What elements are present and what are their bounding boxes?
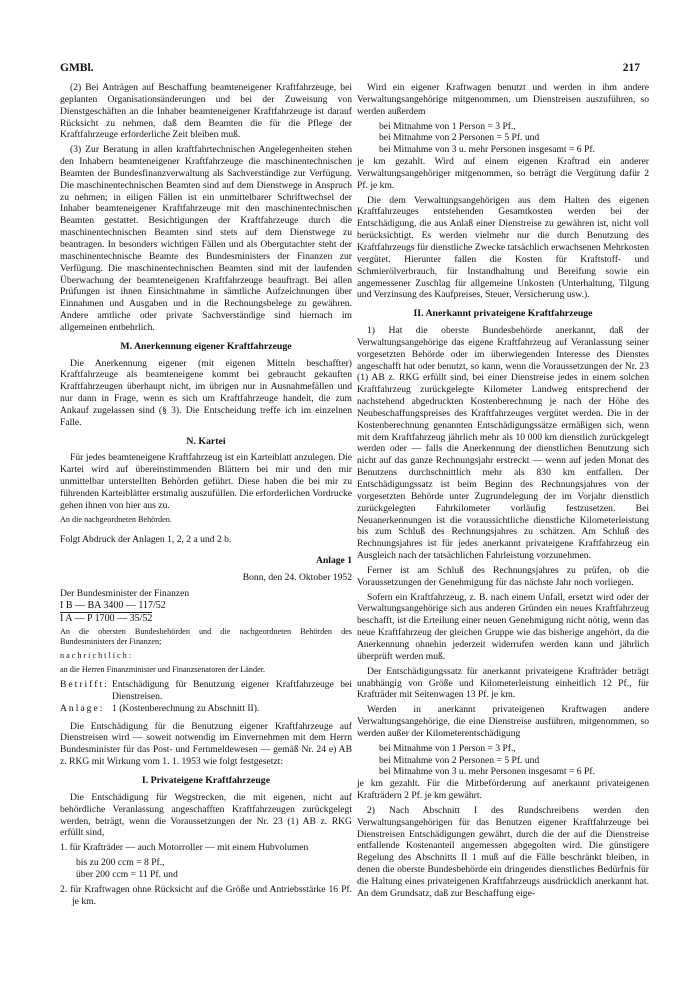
rate-line: bei Mitnahme von 1 Person = 3 Pf., <box>379 742 516 754</box>
section-heading: I. Privateigene Kraftfahrzeuge <box>141 774 271 786</box>
paragraph: Für jedes beamteneigene Kraftfahrzeug ist ein Karteiblatt anzulegen. Die Kartei wird auf übereinstimmenden Blättern bei mir und den mir unmittelbar unterstellten Behörden geführt. Diese haben die bei mir zu führenden Karteiblätter erstmalig auszufüllen. Die erforderlichen Vordrucke gehen ihnen von hier aus zu. <box>60 452 352 511</box>
attachment-line-text: 1 (Kostenberechnung zu Abschnitt II). <box>112 702 260 714</box>
addressee-note: An die nachgeordneten Behörden. <box>60 514 172 524</box>
list-item: 1. für Krafträder — auch Motorroller — mit einem Hubvolumen <box>60 842 309 854</box>
attachment-line <box>60 703 352 715</box>
rate-line: über 200 ccm = 11 Pf. und <box>76 868 178 880</box>
paragraph: 1) Hat die oberste Bundesbehörde anerkannt, daß der Verwaltungsangehörige das eigene Kraftfahrzeug auf Veranlassung seiner vorgesetzten Behörde oder im überwiegenden Interesse des Dienstes angeschafft hat oder benutzt, so kann, wenn die Voraussetzungen der Nr. 23 (1) AB z. RKG erfüllt sind, bei einer Dienstreise jedes in einem solchen Kraftfahrzeug zurückgelegte Kilometer Landweg entsprechend der nachstehend abgedruckten Kostenberechnung je nach der Höhe des Neubeschaffungspreises des Kraftfahrzeuges vergütet werden. Die in der Kostenberechnung genannten Entschädigungssätze ermäßigen sich, wenn mit dem Kraftfahrzeug jährlich mehr als 10 000 km dienstlich zurückgelegt werden oder — falls die Anerkennung der dienstlichen Benutzung sich nicht auf das ganze Rechnungsjahr erstreckt — wenn auf jeden Monat des Benutzens durchschnittlich mehr als 830 km entfallen. Der Entschädigungssatz ist beim Beginn des Rechnungsjahres von der vorgesetzten Behörde unter Zugrundelegung der im Vorjahr dienstlich zurückgelegten Fahrkilometer vorläufig festzusetzen. Bei Neuanerkennungen ist die voraussichtliche dienstliche Kilometerleistung bis zum Schluß des Rechnungsjahres zu schätzen. Am Schluß des Rechnungsjahres ist für jedes anerkannt privateigene Kraftfahrzeug ein Ausgleich nach der tatsächlichen Fahrleistung vorzunehmen. <box>357 325 649 562</box>
paragraph: (2) Bei Anträgen auf Beschaffung beamteneigener Kraftfahrzeuge, bei geplanten Organisationsänderungen und bei der Zuweisung von Dienstgeschäften an die Inhaber beamteneigener Kraftfahrzeuge ist darauf Rücksicht zu nehmen, daß dem Beamten die für die Pflege der Kraftfahrzeuge erforderliche Zeit bleiben muß. <box>60 82 352 141</box>
issuer: Der Bundesminister der Finanzen <box>60 588 190 600</box>
section-heading: N. Kartei <box>186 435 226 447</box>
rate-line: bei Mitnahme von 2 Personen = 5 Pf. und <box>379 754 540 766</box>
rate-line: bei Mitnahme von 3 u. mehr Personen insgesamt = 6 Pf. <box>379 766 595 778</box>
distribution-list: An die obersten Bundesbehörden und die nachgeordneten Behörden des Bundesministers der Finanzen; <box>60 627 352 647</box>
paragraph: (3) Zur Beratung in allen kraftfahrtechnischen Angelegenheiten stehen den Inhabern beamteneigener Kraftfahrzeuge die maschinentechnischen Beamten der Bundesfinanzverwaltung als Sachverständige zur Verfügung. Die maschinentechnischen Beamten sind auf dem Dienstwege in Anspruch zu nehmen; in eiligen Fällen ist ein unmittelbarer Schriftwechsel der Inhaber beamteneigener Kraftfahrzeuge mit den maschinentechnischen Beamten gestattet. Besichtigungen der Kraftfahrzeuge durch die maschinentechnischen Beamten sind stets auf dem Dienstwege zu beantragen. In besonders wichtigen Fällen und als Obergutachter steht der maschinentechnische Beamte des Bundesministers der Finanzen zur Verfügung. Die maschinentechnischen Beamten sind mit der laufenden Überwachung der beamteneigenen Kraftfahrzeuge beauftragt. Bei allen Prüfungen ist ihnen Einsichtnahme in sämtliche Aufzeichnungen über Einnahmen und Ausgaben und in die Rechnungsbelege zu gewähren. Andere amtliche oder private Sachverständige sind hiernach im allgemeinen entbehrlich. <box>60 144 352 333</box>
attachment-label: Anlage 1 <box>316 554 352 566</box>
paragraph: Sofern ein Kraftfahrzeug, z. B. nach einem Unfall, ersetzt wird oder der Verwaltungsangehörige sich aus anderen Gründen ein neues Kraftfahrzeug beschafft, ist die Erteilung einer neuen Genehmigung nicht nötig, wenn das neue Kraftfahrzeug der gleichen Gruppe wie das bisherige angehört, da die Anerkennung ohnehin jederzeit widerrufen werden kann und jährlich überprüft werden muß. <box>357 591 649 662</box>
subject-label: Betrifft: <box>60 679 109 691</box>
paragraph: Die Anerkennung eigener (mit eigenen Mitteln beschaffter) Kraftfahrzeuge als beamteneigene kommt bei gebraucht gekauften Kraftfahrzeugen überhaupt nicht, im übrigen nur in Ausnahmefällen und nur dann in Frage, wenn es sich um Kraftfahrzeuge handelt, die zum Ankauf zugelassen sind (§ 3). Die Entscheidung treffe ich im einzelnen Falle. <box>60 357 352 428</box>
section-heading: II. Anerkannt privateigene Kraftfahrzeuge <box>413 308 593 320</box>
follow-note: Folgt Abdruck der Anlagen 1, 2, 2 a und 2 b. <box>60 533 232 545</box>
journal-abbreviation: GMBl. <box>60 62 94 74</box>
rate-line: bei Mitnahme von 3 u. mehr Personen insgesamt = 6 Pf. <box>379 144 595 156</box>
paragraph: Ferner ist am Schluß des Rechnungsjahres zu prüfen, ob die Voraussetzungen der Genehmigung für das nächste Jahr noch vorliegen. <box>357 564 649 588</box>
paragraph: Die Entschädigung für Wegstrecken, die mit eigenen, nicht auf behördliche Veranlassung angeschafften Kraftfahrzeugen zurückgelegt werden, beträgt, wenn die Voraussetzungen der Nr. 23 (1) AB z. RKG erfüllt sind, <box>60 791 352 839</box>
subject-line <box>60 679 352 703</box>
paragraph: Werden in anerkannt privateigenen Kraftwagen andere Verwaltungsangehörige, die eine Dienstreise ausführen, mitgenommen, so werden außer der Kilometerentschädigung <box>357 704 649 739</box>
paragraph: je km gezahlt. Für die Mitbeförderung auf anerkannt privateigenen Krafträdern 2 Pf. je km gewährt. <box>357 778 649 802</box>
distribution-list: an die Herren Finanzminister und Finanzsenatoren der Länder. <box>60 665 266 675</box>
paragraph: je km gezahlt. Wird auf einem eigenen Kraftrad ein anderer Verwaltungsangehöriger mitgenommen, so beträgt die Vergütung dafür 2 Pf. je km. <box>357 156 649 191</box>
paragraph: Der Entschädigungssatz für anerkannt privateigene Krafträder beträgt unabhängig von Größe und Kilometerleistung einheitlich 12 Pf., für Krafträder mit Seitenwagen 13 Pf. je km. <box>357 665 649 701</box>
rate-line: bei Mitnahme von 1 Person = 3 Pf., <box>379 120 516 132</box>
date-line: Bonn, den 24. Oktober 1952 <box>242 572 352 584</box>
reference-number: I A — P 1700 — 35/52 <box>60 613 153 625</box>
paragraph: 2) Nach Abschnitt I des Rundschreibens werden den Verwaltungsangehörigen für das Benutzen eigener Kraftfahrzeuge bei Dienstreisen Entschädigungen gewährt, durch die der auf die Dienstreise entfallende Kostenanteil angemessen abgegolten wird. Die günstigere Regelung des Abschnitts II 1 muß auf die Fälle beschränkt bleiben, in denen die oberste Bundesbehörde ein dringendes dienstliches Bedürfnis für die Haltung eines privateigenen Kraftfahrzeugs ausdrücklich anerkannt hat. An dem Grundsatz, daß zur Beschaffung eige- <box>357 804 649 899</box>
page-number: 217 <box>622 62 640 74</box>
list-item: 2. für Kraftwagen ohne Rücksicht auf die Größe und Antriebsstärke 16 Pf. je km. <box>60 883 352 907</box>
right-column <box>357 82 649 903</box>
paragraph: Die Entschädigung für die Benutzung eigener Kraftfahrzeuge auf Dienstreisen wird — soweit notwendig im Einvernehmen mit dem Herrn Bundesminister für das Post- und Fernmeldewesen — gemäß Nr. 24 e) AB z. RKG mit Wirkung vom 1. 1. 1953 wie folgt festgesetzt: <box>60 720 352 768</box>
attachment-line-label: Anlage: <box>60 702 105 714</box>
rate-line: bis zu 200 ccm = 8 Pf., <box>76 857 165 869</box>
paragraph: Die dem Verwaltungsangehörigen aus dem Halten des eigenen Kraftfahrzeuges entstehenden Gesamtkosten werden bei der Entschädigung, die aus Anlaß einer Dienstreise zu gewähren ist, nicht voll berücksichtigt. Es werden vielmehr nur die durch Benutzung des Kraftfahrzeugs für dienstliche Zwecke tatsächlich erwachsenen Mehrkosten vergütet. Hierunter fallen die Kosten für Kraftstoff- und Schmierölverbrauch, für Instandhaltung und Bereifung sowie ein angemessener Zuschlag für allgemeine Unkosten (Unterhaltung, Tilgung und Verzinsung des Kaufpreises, Steuer, Versicherung usw.). <box>357 194 649 301</box>
distribution-label: nachrichtlich: <box>60 651 134 661</box>
section-heading: M. Anerkennung eigener Kraftfahrzeuge <box>120 340 292 352</box>
subject-text: Entschädigung für Benutzung eigener Kraftfahrzeuge bei Dienstreisen. <box>112 679 352 702</box>
paragraph: Wird ein eigener Kraftwagen benutzt und werden in ihm andere Verwaltungsangehörige mitgenommen, um Dienstreisen auszuführen, so werden außerdem <box>357 82 649 117</box>
rate-line: bei Mitnahme von 2 Personen = 5 Pf. und <box>379 132 540 144</box>
reference-number: I B — BA 3400 — 117/52 <box>60 600 166 612</box>
left-column <box>60 82 352 910</box>
